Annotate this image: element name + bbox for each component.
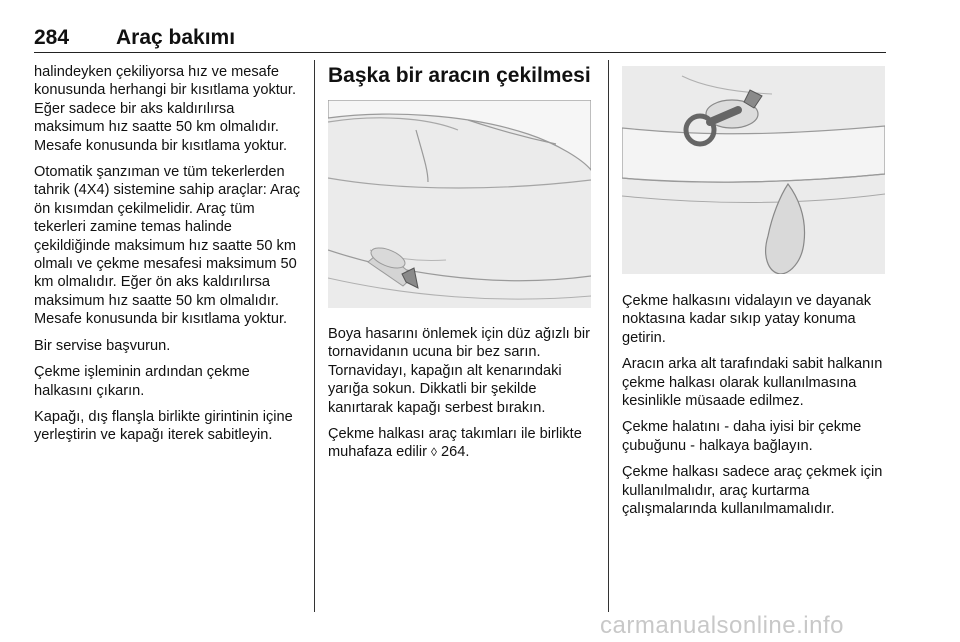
paragraph: Çekme halkasını vidalayın ve dayanak noktasına kadar sıkıp yatay konuma getirin. [622, 293, 872, 346]
column-2-text [328, 325, 598, 470]
paragraph: Otomatik şanzıman ve tüm tekerlerden tahrik (4X4) sistemine sahip araçlar: Araç ön kısımdan çekilmelidir. Araç tüm tekerleri zamine temas halinde çekildiğinde maksimum hız saatte 50 km olmalı ve çekme mesafesi maksimum 50 km olmalıdır. Eğer ön aks kaldırılırsa maksimum hız saatte 50 km olmalıdır. Mesafe konusunda bir kısıtlama yoktur. [34, 164, 301, 328]
reference-text: Çekme halkası araç takımları ile birlikte muhafaza edilir [328, 426, 582, 461]
paragraph: Bir servise başvurun. [34, 337, 171, 354]
paragraph-with-reference [328, 425, 598, 462]
paragraph: Çekme halatını - daha iyisi bir çekme çubuğunu - halkaya bağlayın. [622, 419, 862, 454]
watermark: carmanualsonline.info [600, 612, 844, 639]
column-divider-right [608, 60, 609, 612]
rear-bumper-illustration [328, 100, 591, 308]
paragraph: Kapağı, dış flanşla birlikte girintinin içine yerleştirin ve kapağı iterek sabitleyin. [34, 408, 293, 444]
column-1 [34, 63, 304, 453]
bumper-section [622, 126, 885, 182]
page-number: 284 [34, 26, 70, 49]
column-divider-left [314, 60, 315, 612]
paragraph: Aracın arka alt tarafındaki sabit halkanın çekme halkası olarak kullanılmasına kesinlikle müsaade edilmez. [622, 356, 883, 410]
reference-arrow-icon: ◊ [431, 445, 437, 460]
section-title: Başka bir aracın çekilmesi [328, 64, 591, 87]
paragraph: Çekme halkası sadece araç çekmek için kullanılmalıdır, araç kurtarma çalışmalarında kullanılmamalıdır. [622, 464, 883, 518]
chapter-title: Araç bakımı [116, 26, 236, 49]
paragraph: halindeyken çekiliyorsa hız ve mesafe konusunda herhangi bir kısıtlama yoktur. Eğer sadece bir aks kaldırılırsa maksimum hız saatte 50 km olmalıdır. Mesafe konusunda bir kısıtlama yoktur. [34, 64, 297, 154]
column-2 [328, 63, 594, 461]
reference-page: 264. [441, 444, 470, 461]
tow-eye-illustration [622, 66, 885, 274]
paragraph: Çekme işleminin ardından çekme halkasını çıkarın. [34, 364, 250, 399]
header-divider [34, 52, 886, 53]
column-3 [622, 292, 888, 526]
paragraph: Boya hasarını önlemek için düz ağızlı bir tornavidanın ucuna bir bez sarın. Tornavidayı, kapağın alt kenarındaki yarığa sokun. Dikkatli bir şekilde kanırtarak kapağı serbest bırakın. [328, 326, 591, 416]
page-header [34, 26, 886, 52]
